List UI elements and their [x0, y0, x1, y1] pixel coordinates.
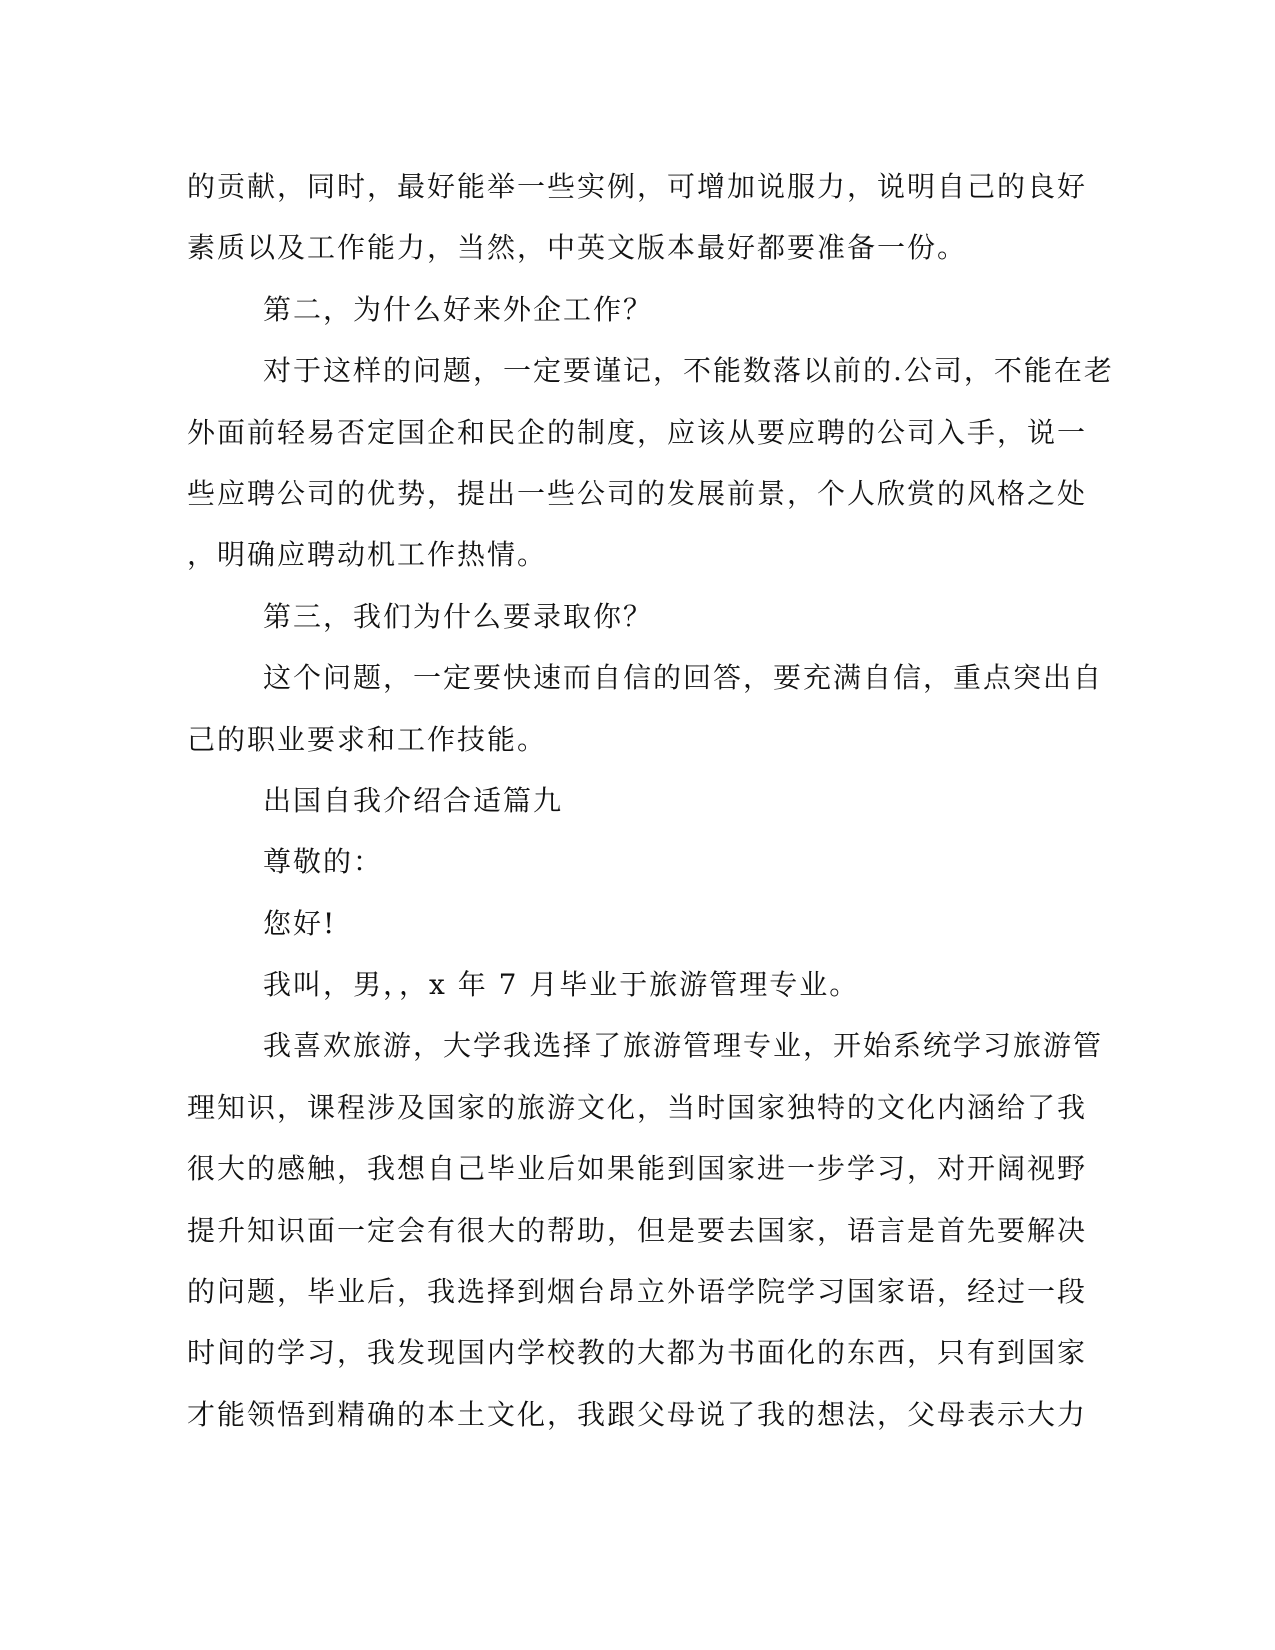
- paragraph-line: 己的职业要求和工作技能。: [187, 722, 548, 756]
- section-heading: 第三，我们为什么要录取你？: [263, 599, 654, 633]
- paragraph-line: 的贡献，同时，最好能举一些实例，可增加说服力，说明自己的良好: [187, 170, 1088, 203]
- section-heading: 第二，为什么好来外企工作？: [263, 292, 654, 326]
- greeting: 您好!: [263, 906, 337, 940]
- paragraph-line: 素质以及工作能力，当然，中英文版本最好都要准备一份。: [187, 231, 968, 265]
- paragraph-line: 时间的学习，我发现国内学校教的大都为书面化的东西，只有到国家: [187, 1336, 1088, 1370]
- paragraph-line: 才能领悟到精确的本土文化，我跟父母说了我的想法，父母表示大力: [187, 1397, 1088, 1431]
- article-title: 出国自我介绍合适篇九: [263, 783, 564, 817]
- paragraph-line: 些应聘公司的优势，提出一些公司的发展前景，个人欣赏的风格之处: [187, 476, 1088, 510]
- paragraph-line: 的问题，毕业后，我选择到烟台昂立外语学院学习国家语，经过一段: [187, 1275, 1088, 1309]
- paragraph-line: 这个问题，一定要快速而自信的回答，要充满自信，重点突出自: [263, 661, 1104, 695]
- salutation: 尊敬的：: [263, 845, 384, 879]
- paragraph-line: 外面前轻易否定国企和民企的制度，应该从要应聘的公司入手，说一: [187, 415, 1088, 449]
- paragraph-line: 很大的感触，我想自己毕业后如果能到国家进一步学习，对开阔视野: [187, 1152, 1088, 1186]
- paragraph-line: 我喜欢旅游，大学我选择了旅游管理专业，开始系统学习旅游管: [263, 1029, 1104, 1063]
- paragraph-line: 对于这样的问题，一定要谨记，不能数落以前的.公司，不能在老: [263, 354, 1114, 388]
- paragraph-line: 提升知识面一定会有很大的帮助，但是要去国家，语言是首先要解决: [187, 1213, 1088, 1247]
- paragraph-line: 理知识，课程涉及国家的旅游文化，当时国家独特的文化内涵给了我: [187, 1090, 1088, 1124]
- paragraph-line: 我叫，男，，x 年 7 月毕业于旅游管理专业。: [263, 968, 860, 1002]
- paragraph-line: ，明确应聘动机工作热情。: [187, 538, 548, 572]
- document-body: [187, 156, 1114, 1445]
